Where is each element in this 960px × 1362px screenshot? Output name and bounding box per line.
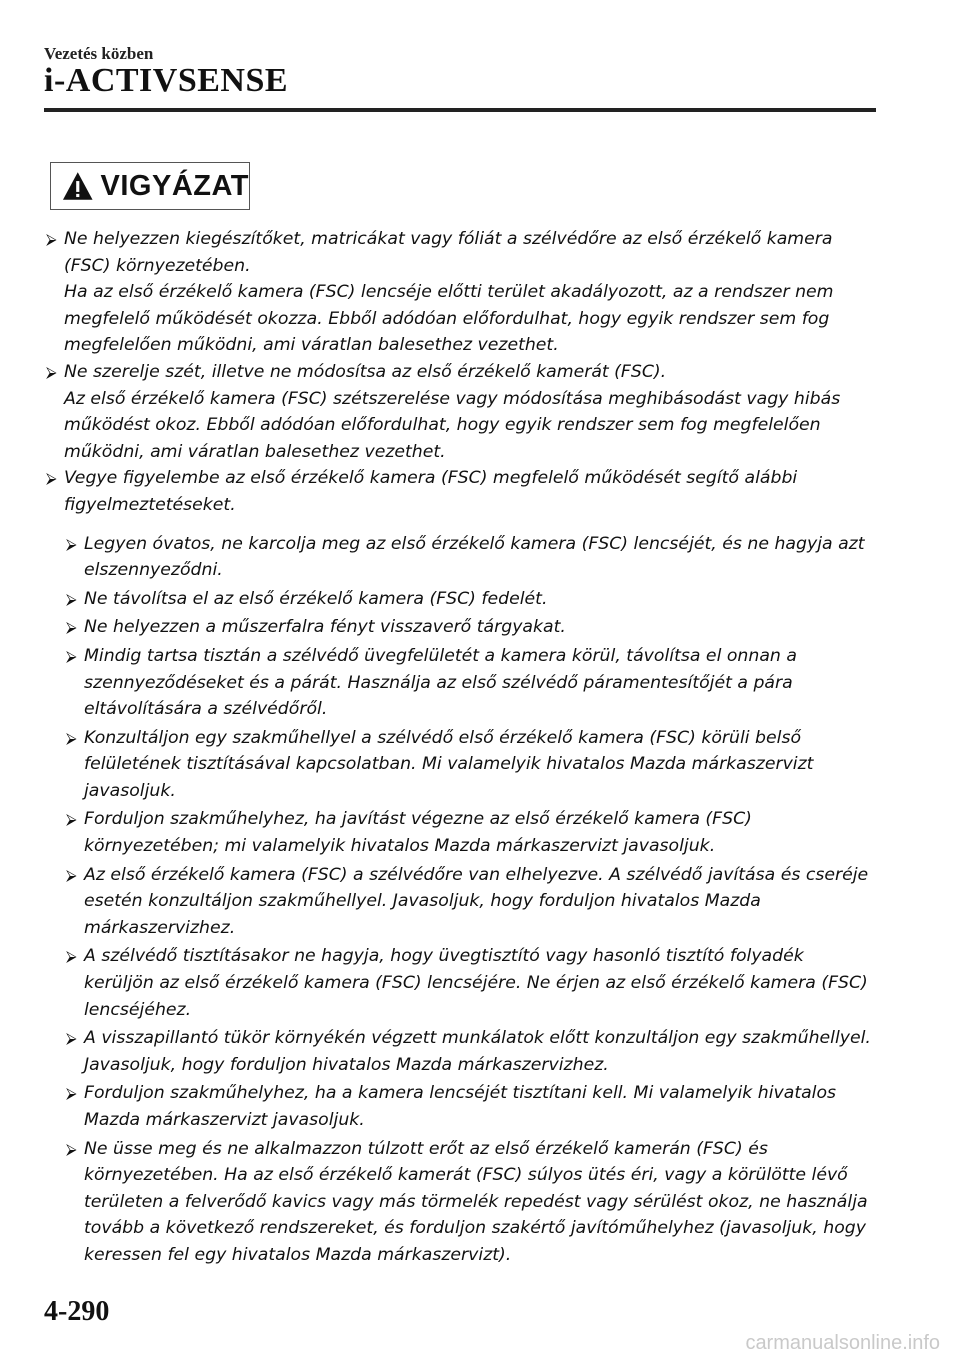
title-rule — [44, 108, 876, 112]
bullet-arrow-icon: ⮚ — [46, 230, 57, 248]
bullet-body: Ha az első érzékelő kamera (FSC) lencséje előtti terület akadályozott, az a rendszer nem megfelelő működését okozza. Ebből adódóan előfordulhat, hogy egyik rendszer sem fog megfelelően működni, ami váratlan balesethez vezethet. — [64, 282, 834, 356]
sub-bullet-item — [66, 1136, 876, 1269]
sub-bullet-item — [66, 643, 876, 723]
warning-triangle-icon — [61, 170, 95, 202]
warning-box — [50, 162, 250, 210]
bullet-arrow-icon: ⮚ — [66, 618, 77, 637]
bullet-arrow-icon: ⮚ — [66, 728, 77, 747]
sub-bullet-text: Forduljon szakműhelyhez, ha a kamera lencséjét tisztítani kell. Mi valamelyik hivatalos Mazda márkaszervizt javasoljuk. — [84, 1083, 837, 1130]
bullet-arrow-icon: ⮚ — [66, 589, 77, 608]
sub-bullet-item — [66, 586, 876, 613]
bullet-body: Az első érzékelő kamera (FSC) szétszerelése vagy módosítása meghibásodást vagy hibás működést okoz. Ebből adódóan előfordulhat, hogy egyik rendszer sem fog megfelelően működni, ami váratlan balesethez vezethet. — [64, 388, 841, 462]
sub-bullet-item — [66, 862, 876, 942]
warning-content — [46, 226, 876, 1271]
sub-bullet-text: Mindig tartsa tisztán a szélvédő üvegfelületét a kamera körül, távolítsa el onnan a szennyeződéseket és a párát. Használja az első szélvédő páramentesítőjét a pára eltávolítására a szélvédőről. — [84, 645, 797, 720]
sub-bullet-item — [66, 1080, 876, 1133]
sub-bullet-text: A szélvédő tisztításakor ne hagyja, hogy üvegtisztító vagy hasonló tisztító folyadék kerüljön az első érzékelő kamera (FSC) lencséjére. Ne érjen az első érzékelő kamera (FSC) lencséjéhez. — [84, 946, 868, 1020]
sub-bullet-item — [66, 1025, 876, 1078]
bullet-arrow-icon: ⮚ — [66, 646, 77, 665]
bullet-arrow-icon: ⮚ — [46, 469, 57, 488]
watermark: carmanualsonline.info — [745, 1332, 940, 1354]
sub-bullet-item — [66, 943, 876, 1023]
bullet-item — [46, 359, 876, 465]
bullet-lead: Ne helyezzen kiegészítőket, matricákat vagy fóliát a szélvédőre az első érzékelő kamera (FSC) környezetében. — [64, 229, 833, 276]
bullet-lead: Ne szerelje szét, illetve ne módosítsa az első érzékelő kamerát (FSC). — [64, 361, 667, 382]
bullet-arrow-icon: ⮚ — [66, 534, 77, 553]
bullet-item — [46, 226, 876, 359]
sub-bullet-list — [46, 531, 876, 1269]
bullet-arrow-icon: ⮚ — [66, 1029, 77, 1048]
bullet-item — [46, 465, 876, 518]
sub-bullet-text: A visszapillantó tükör környékén végzett munkálatok előtt konzultáljon egy szakműhellyel. Javasoljuk, hogy forduljon hivatalos Mazda márkaszervizhez. — [84, 1028, 871, 1075]
sub-bullet-text: Forduljon szakműhelyhez, ha javítást végezne az első érzékelő kamera (FSC) környezetében; mi valamelyik hivatalos Mazda márkaszervizt javasoljuk. — [84, 809, 752, 857]
sub-bullet-item — [66, 806, 876, 859]
bullet-arrow-icon: ⮚ — [66, 1084, 77, 1103]
sub-bullet-item — [66, 531, 876, 584]
sub-bullet-text: Legyen óvatos, ne karcolja meg az első érzékelő kamera (FSC) lencséjét, és ne hagyja azt elszennyeződni. — [84, 533, 865, 581]
bullet-arrow-icon: ⮚ — [66, 865, 77, 884]
sub-bullet-text: Az első érzékelő kamera (FSC) a szélvédőre van elhelyezve. A szélvédő javítása és cseréje esetén konzultáljon szakműhellyel. Javasoljuk, hogy forduljon hivatalos Mazda márkaszervizhez. — [84, 864, 869, 938]
page-title: i-ACTIVSENSE — [44, 62, 289, 99]
bullet-arrow-icon: ⮚ — [66, 1139, 77, 1158]
section-label: Vezetés közben — [44, 44, 154, 63]
sub-bullet-text: Konzultáljon egy szakműhellyel a szélvédő első érzékelő kamera (FSC) körüli belső felületének tisztításával kapcsolatban. Mi valamelyik hivatalos Mazda márkaszervizt javasoljuk. — [84, 727, 814, 801]
sub-bullet-text: Ne üsse meg és ne alkalmazzon túlzott erőt az első érzékelő kamerán (FSC) és környezetében. Ha az első érzékelő kamerát (FSC) súlyos ütés éri, vagy a körülötte lévő területen a felverődő kavics vagy más törmelék repedést vagy sérülést okoz, ne használja tovább a következő rendszereket, és forduljon szakértő javítóműhelyhez (javasoljuk, hogy keressen fel egy hivatalos Mazda márkaszervizt). — [84, 1138, 868, 1265]
sub-bullet-text: Ne helyezzen a műszerfalra fényt visszaverő tárgyakat. — [84, 617, 566, 638]
bullet-lead: Vegye figyelembe az első érzékelő kamera (FSC) megfelelő működését segítő alábbi figyelmeztetéseket. — [64, 468, 798, 515]
warning-label: VIGYÁZAT — [100, 169, 249, 202]
sub-bullet-text: Ne távolítsa el az első érzékelő kamera (FSC) fedelét. — [84, 588, 548, 609]
page-number: 4-290 — [44, 1296, 110, 1327]
bullet-arrow-icon: ⮚ — [46, 362, 57, 381]
sub-bullet-item — [66, 725, 876, 805]
sub-bullet-item — [66, 614, 876, 641]
bullet-arrow-icon: ⮚ — [66, 947, 77, 966]
bullet-arrow-icon: ⮚ — [66, 810, 77, 829]
